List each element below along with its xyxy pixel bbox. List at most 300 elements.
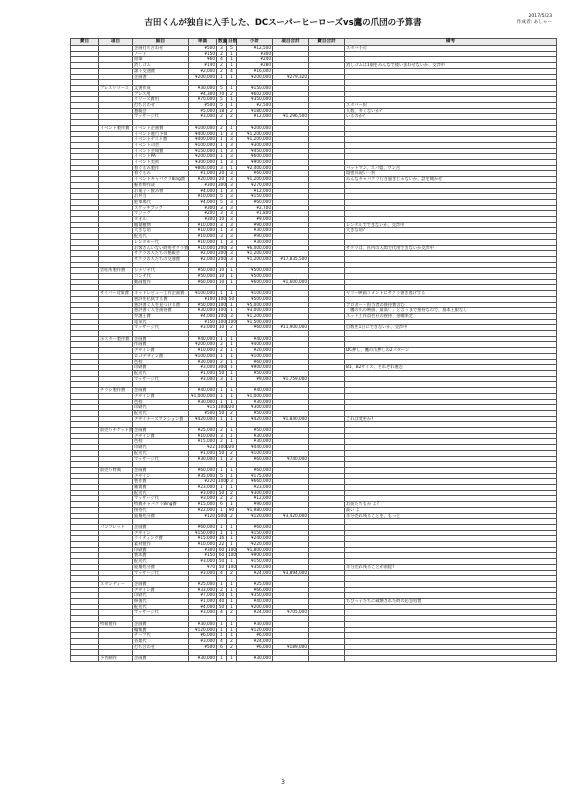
cell-detail: 特典キャバクラ8ing費 bbox=[133, 502, 189, 508]
cell-subtotal: ¥420,000 bbox=[237, 416, 273, 422]
cell-subtotal: ¥30,000 bbox=[237, 621, 273, 627]
cell-remarks: 半分売れ残ることを、もっと bbox=[345, 513, 557, 519]
cell-quantity: 50 bbox=[217, 450, 227, 456]
cell-days: 1 bbox=[227, 348, 237, 354]
cell-unit-price: ¥120,000 bbox=[189, 627, 217, 633]
cell-quantity: 1 bbox=[217, 393, 227, 399]
cell-days: 1 bbox=[227, 274, 237, 280]
cell-quantity: 6 bbox=[217, 502, 227, 508]
cell-unit-price: ¥500 bbox=[189, 103, 217, 109]
cell-days: 2 bbox=[227, 570, 237, 576]
cell-unit-price: ¥200,000 bbox=[189, 74, 217, 80]
cell-unit-price: ¥300 bbox=[189, 217, 217, 223]
cell-days: 2 bbox=[227, 114, 237, 120]
cell-detail: 懇親会 bbox=[133, 108, 189, 114]
cell-quantity: 40 bbox=[217, 599, 227, 605]
column-header-item-total: 項目合計 bbox=[273, 39, 309, 46]
cell-detail: デザイン bbox=[133, 473, 189, 479]
cell-unit-price: ¥35,000 bbox=[189, 473, 217, 479]
cell-unit-price: ¥3,000 bbox=[189, 490, 217, 496]
cell-detail: 音楽代 bbox=[133, 638, 189, 644]
cell-quantity: 3 bbox=[217, 205, 227, 211]
cell-subtotal: ¥60,000 bbox=[237, 467, 273, 473]
cell-detail: 配送代 bbox=[133, 490, 189, 496]
cell-item-total: ¥1,759,000 bbox=[273, 376, 309, 382]
cell-days: 3 bbox=[227, 142, 237, 148]
cell-days: 1 bbox=[227, 530, 237, 536]
cell-unit-price: ¥10,000 bbox=[189, 245, 217, 251]
cell-days: 1 bbox=[227, 268, 237, 274]
cell-quantity: 3 bbox=[217, 222, 227, 228]
cell-detail: ライティング費 bbox=[133, 536, 189, 542]
cell-unit-price: ¥6,000 bbox=[189, 633, 217, 639]
cell-subtotal: ¥300,000 bbox=[237, 490, 273, 496]
cell-item-total: ¥3,420,000 bbox=[273, 513, 309, 519]
cell-detail: マッサージ代 bbox=[133, 376, 189, 382]
cell-days: 3 bbox=[227, 194, 237, 200]
cell-item-total: ¥1,840,000 bbox=[273, 416, 309, 422]
cell-quantity: 10 bbox=[217, 268, 227, 274]
cell-detail: 企画費 bbox=[133, 621, 189, 627]
cell-unit-price: ¥100,000 bbox=[189, 125, 217, 131]
cell-subtotal: ¥220,000 bbox=[237, 542, 273, 548]
cell-quantity: 5 bbox=[217, 473, 227, 479]
cell-quantity: 1 bbox=[217, 228, 227, 234]
cell-unit-price: ¥22,000 bbox=[189, 507, 217, 513]
cell-days: 20 bbox=[227, 405, 237, 411]
cell-unit-price: ¥30,000 bbox=[189, 621, 217, 627]
cell-days: 100 bbox=[228, 552, 236, 558]
cell-days: 1 bbox=[227, 393, 237, 399]
cell-days: 1 bbox=[227, 336, 237, 342]
cell-quantity: 5 bbox=[217, 97, 227, 103]
column-header-unit-price: 単価 bbox=[189, 39, 217, 46]
cell-detail: レンタカー代 bbox=[133, 239, 189, 245]
cell-remarks: 目数を1日にできないか、交渉中 bbox=[345, 325, 557, 331]
cell-days: 1 bbox=[227, 63, 237, 69]
cell-unit-price: ¥150,000 bbox=[189, 530, 217, 536]
cell-days: 1 bbox=[227, 536, 237, 542]
cell-remarks: 「鷹の爪の映画、最高！」と言うまで接待なので、基本上限なし bbox=[345, 308, 557, 314]
cell-days: 1 bbox=[227, 388, 237, 394]
cell-quantity: 300 bbox=[218, 364, 226, 370]
cell-unit-price: ¥60,000 bbox=[189, 524, 217, 530]
cell-subtotal: ¥60,000 bbox=[237, 359, 273, 365]
cell-quantity: 50 bbox=[217, 564, 227, 570]
cell-quantity: 4 bbox=[217, 570, 227, 576]
cell-subtotal: ¥20,000 bbox=[237, 348, 273, 354]
cell-unit-price: ¥4,000 bbox=[189, 313, 217, 319]
cell-days: 3 bbox=[227, 148, 237, 154]
cell-days: 3 bbox=[227, 131, 237, 137]
cell-detail: プレス用 bbox=[133, 91, 189, 97]
cell-unit-price: ¥30,000 bbox=[189, 308, 217, 314]
cell-subtotal: ¥6,000 bbox=[237, 644, 273, 650]
cell-quantity: 1000 bbox=[218, 478, 229, 484]
cell-item: 雲吐所製作費 bbox=[99, 268, 133, 274]
cell-days: 3 bbox=[227, 160, 237, 166]
cell-detail: 電気代 bbox=[133, 319, 189, 325]
cell-remarks: バットマン、スパ姐、ワン吉 bbox=[345, 165, 557, 171]
cell-subtotal: ¥1,200,000 bbox=[237, 137, 273, 143]
cell-unit-price: ¥15,000 bbox=[189, 502, 217, 508]
cell-unit-price: ¥10,000 bbox=[189, 239, 217, 245]
cell-days: 1 bbox=[227, 125, 237, 131]
cell-quantity: 100 bbox=[218, 307, 226, 313]
cell-unit-price: ¥4,300 bbox=[189, 91, 217, 97]
cell-days: 1 bbox=[227, 627, 237, 633]
cell-unit-price: ¥500 bbox=[189, 410, 217, 416]
cell-detail: イベント企画費 bbox=[133, 125, 189, 131]
cell-item-total bbox=[273, 656, 309, 662]
cell-days: 1 bbox=[227, 593, 237, 599]
cell-quantity: 2 bbox=[217, 68, 227, 74]
cell-subtotal: ¥2,400,000 bbox=[237, 165, 273, 171]
cell-remarks: 消しゴムは1個をみんなで使いまわせないか、交渉中 bbox=[345, 63, 557, 69]
cell-detail: 配送代 bbox=[133, 604, 189, 610]
cell-unit-price: ¥400,000 bbox=[189, 137, 217, 143]
cell-days: 2 bbox=[227, 638, 237, 644]
cell-subtotal: ¥60,000 bbox=[237, 171, 273, 177]
cell-days: 1 bbox=[227, 542, 237, 548]
cell-item-total: ¥705,000 bbox=[273, 610, 309, 616]
cell-unit-price: ¥30,000 bbox=[189, 456, 217, 462]
cell-detail: 消しゴム bbox=[133, 63, 189, 69]
cell-quantity: 3 bbox=[217, 211, 227, 217]
cell-quantity: 5 bbox=[217, 199, 227, 205]
cell-detail: 打ち合わせ bbox=[133, 103, 189, 109]
cell-subtotal: ¥90,000 bbox=[237, 234, 273, 240]
cell-remarks: ちびっ子たちに破壊された時の応急処置 bbox=[345, 599, 557, 605]
cell-subtotal: ¥200,000 bbox=[237, 604, 273, 610]
cell-quantity: 1 bbox=[217, 137, 227, 143]
cell-days: 3 bbox=[227, 245, 237, 251]
cell-unit-price: ¥15 bbox=[189, 405, 217, 411]
column-header-remarks: 備考 bbox=[345, 39, 557, 46]
cell-subtotal: ¥600,000 bbox=[237, 154, 273, 160]
cell-unit-price: ¥420,000 bbox=[189, 416, 217, 422]
cell-unit-price: ¥40,000 bbox=[189, 336, 217, 342]
cell-detail: 配送代 bbox=[133, 450, 189, 456]
cell-subtotal: ¥9,000 bbox=[237, 376, 273, 382]
cell-detail: お客さんいない時用サクラ費 bbox=[134, 244, 189, 250]
cell-unit-price: ¥200 bbox=[189, 211, 217, 217]
cell-days: 1 bbox=[227, 581, 237, 587]
cell-unit-price: ¥150 bbox=[189, 553, 217, 559]
cell-quantity: 4 bbox=[217, 638, 227, 644]
cell-detail: 配送代 bbox=[133, 371, 189, 377]
cell-quantity: 500 bbox=[218, 512, 226, 518]
cell-quantity: 100 bbox=[218, 301, 226, 307]
cell-quantity: 3 bbox=[217, 433, 227, 439]
cell-detail: イベント司会 bbox=[133, 142, 189, 148]
cell-detail: マッサージ代 bbox=[133, 325, 189, 331]
cell-quantity: 1000 bbox=[218, 404, 229, 410]
cell-unit-price: ¥7,000 bbox=[189, 593, 217, 599]
cell-days: 1 bbox=[227, 399, 237, 405]
cell-subtotal: ¥500,000 bbox=[237, 274, 273, 280]
cell-detail: 企画費 bbox=[133, 524, 189, 530]
cell-item: 前売り特典 bbox=[99, 467, 133, 473]
cell-detail: 印刷費 bbox=[133, 547, 189, 553]
cell-detail: 着ぐるみ製作 bbox=[133, 165, 189, 171]
cell-detail: コンテ代 bbox=[133, 274, 189, 280]
cell-days: 1 bbox=[227, 365, 237, 371]
cell-days: 3 bbox=[227, 188, 237, 194]
cell-detail: 廃棄処分費 bbox=[133, 513, 189, 519]
column-header-category-total: 費目合計 bbox=[309, 39, 345, 46]
cell-days: 100 bbox=[228, 546, 236, 552]
cell-quantity: 1 bbox=[217, 131, 227, 137]
cell-detail: マッサージ代 bbox=[133, 114, 189, 120]
cell-unit-price: ¥30,000 bbox=[189, 656, 217, 662]
cell-subtotal: ¥24,000 bbox=[237, 638, 273, 644]
cell-days: 1 bbox=[227, 85, 237, 91]
cell-subtotal: ¥150,000 bbox=[237, 85, 273, 91]
cell-quantity: 2 bbox=[217, 348, 227, 354]
cell-quantity: 3 bbox=[217, 46, 227, 52]
cell-unit-price: ¥120 bbox=[189, 513, 217, 519]
cell-quantity: 16 bbox=[217, 536, 227, 542]
cell-unit-price: ¥4,000 bbox=[189, 188, 217, 194]
cell-quantity: 1 bbox=[217, 399, 227, 405]
cell-subtotal: ¥660,000 bbox=[237, 479, 273, 485]
cell-quantity: 2 bbox=[217, 125, 227, 131]
cell-quantity: 1 bbox=[217, 353, 227, 359]
cell-item: イベント製作費 bbox=[99, 125, 133, 131]
cell-days: 2 bbox=[227, 610, 237, 616]
cell-subtotal: ¥900,000 bbox=[237, 160, 273, 166]
cell-detail: サクラの人たちの懇親会 bbox=[133, 251, 189, 257]
cell-days: 3 bbox=[227, 222, 237, 228]
cell-quantity: 1 bbox=[217, 485, 227, 491]
cell-item-total: ¥1,296,500 bbox=[273, 114, 309, 120]
cell-quantity: 10 bbox=[217, 279, 227, 285]
cell-unit-price: ¥500 bbox=[189, 644, 217, 650]
cell-unit-price: ¥300 bbox=[189, 205, 217, 211]
cell-detail: 大きな扇 bbox=[133, 228, 189, 234]
cell-unit-price: ¥50,000 bbox=[189, 274, 217, 280]
cell-subtotal: ¥23,000 bbox=[237, 485, 273, 491]
cell-detail: タオル bbox=[133, 217, 189, 223]
cell-detail: 企画費 bbox=[133, 656, 189, 662]
cell-subtotal: ¥30,000 bbox=[237, 439, 273, 445]
cell-subtotal: ¥440,000 bbox=[237, 445, 273, 451]
cell-unit-price: ¥3,000 bbox=[189, 376, 217, 382]
cell-detail: 配送代 bbox=[133, 234, 189, 240]
column-header-cost-category: 費目 bbox=[71, 39, 99, 46]
cell-detail: 悪評書く人を見つける費 bbox=[133, 302, 189, 308]
cell-unit-price: ¥150,000 bbox=[189, 148, 217, 154]
cell-quantity: 100 bbox=[218, 312, 226, 318]
cell-detail: デザイン bbox=[133, 530, 189, 536]
cell-detail: 雑貨費 bbox=[133, 485, 189, 491]
cell-subtotal: ¥150,000 bbox=[237, 559, 273, 565]
cell-quantity: 50 bbox=[217, 604, 227, 610]
cell-days: 3 bbox=[227, 251, 237, 257]
cell-subtotal: ¥3,000,000 bbox=[237, 308, 273, 314]
cell-detail: 企画費 bbox=[133, 388, 189, 394]
cell-unit-price: ¥30,000 bbox=[189, 359, 217, 365]
cell-days: 1 bbox=[227, 103, 237, 109]
cell-unit-price: ¥150 bbox=[189, 51, 217, 57]
cell-subtotal: ¥1,200,000 bbox=[237, 256, 273, 262]
cell-remarks: レンタルでできないか、交渉中 bbox=[345, 222, 557, 228]
cell-quantity: 60 bbox=[217, 547, 227, 553]
cell-cost-category bbox=[71, 656, 99, 662]
cell-detail: 修復代 bbox=[133, 599, 189, 605]
cell-quantity: 10 bbox=[217, 217, 227, 223]
cell-detail: イベント進行予算 bbox=[133, 131, 189, 137]
cell-detail: 企画費 bbox=[133, 467, 189, 473]
cell-quantity: 2 bbox=[217, 63, 227, 69]
cell-quantity: 3 bbox=[217, 165, 227, 171]
cell-subtotal: ¥12,000 bbox=[237, 496, 273, 502]
cell-quantity: 4 bbox=[217, 610, 227, 616]
table-row bbox=[71, 656, 557, 662]
cell-subtotal: ¥30,000 bbox=[237, 399, 273, 405]
cell-subtotal: ¥1,800,000 bbox=[237, 547, 273, 553]
cell-quantity: 18 bbox=[217, 108, 227, 114]
cell-detail: テープ代 bbox=[133, 633, 189, 639]
cell-days: 1 bbox=[227, 302, 237, 308]
cell-remarks: B1、B2サイズ、それぞれ進む bbox=[345, 365, 557, 371]
cell-unit-price: ¥1,000 bbox=[189, 450, 217, 456]
cell-remarks: みんなキャバクラ行き過ぎじゃないか、話を聞かせ bbox=[345, 177, 557, 183]
cell-days: 1 bbox=[227, 433, 237, 439]
cell-subtotal: ¥30,000 bbox=[237, 656, 273, 662]
cell-detail: マッサージ代 bbox=[133, 456, 189, 462]
cell-detail: 駐車場代 bbox=[133, 199, 189, 205]
cell-subtotal: ¥180,000 bbox=[237, 108, 273, 114]
cell-unit-price: ¥300 bbox=[189, 182, 217, 188]
cell-days: 3 bbox=[227, 313, 237, 319]
cell-subtotal: ¥450,000 bbox=[237, 148, 273, 154]
cell-days: 3 bbox=[227, 137, 237, 143]
cell-quantity: 3 bbox=[217, 376, 227, 382]
cell-detail: 色校 bbox=[133, 439, 189, 445]
cell-detail: 印刷代 bbox=[133, 593, 189, 599]
cell-subtotal: ¥600,000 bbox=[237, 279, 273, 285]
cell-days: 3 bbox=[227, 217, 237, 223]
cell-unit-price: ¥2,000 bbox=[189, 256, 217, 262]
cell-unit-price: ¥23,000 bbox=[189, 485, 217, 491]
cell-quantity: 70 bbox=[217, 91, 227, 97]
cell-item: パンフレット bbox=[99, 524, 133, 530]
cell-detail: 配送代 bbox=[133, 410, 189, 416]
cell-unit-price: ¥500 bbox=[189, 46, 217, 52]
cell-unit-price: ¥10,000 bbox=[189, 194, 217, 200]
cell-unit-price: ¥70,000 bbox=[189, 97, 217, 103]
cell-quantity: 2 bbox=[217, 114, 227, 120]
cell-quantity: 60 bbox=[217, 553, 227, 559]
cell-subtotal: ¥100,000 bbox=[237, 450, 273, 456]
cell-item: 前売りチケット費 bbox=[100, 427, 134, 432]
cell-detail: ネットレビュー工作企画費 bbox=[133, 291, 189, 297]
cell-days: 5 bbox=[227, 46, 237, 52]
cell-days: 1 bbox=[227, 342, 237, 348]
cell-unit-price: ¥10,000 bbox=[189, 433, 217, 439]
cell-quantity: 20 bbox=[217, 171, 227, 177]
cell-quantity: 200 bbox=[218, 250, 226, 256]
cell-subtotal: ¥400,000 bbox=[237, 342, 273, 348]
cell-unit-price: ¥60 bbox=[189, 57, 217, 63]
cell-item: ポスター製作費 bbox=[99, 336, 133, 342]
cell-item-total: ¥3,894,000 bbox=[273, 570, 309, 576]
cell-days: 2 bbox=[227, 108, 237, 114]
cell-detail: 悪評を払拭する費 bbox=[133, 296, 189, 302]
cell-subtotal: ¥1,500,000 bbox=[237, 319, 273, 325]
column-header-item: 項目 bbox=[99, 39, 133, 46]
cell-remarks: お前たちもか よ? bbox=[345, 502, 557, 508]
cell-subtotal: ¥270,000 bbox=[237, 182, 273, 188]
cell-quantity: 22 bbox=[217, 542, 227, 548]
cell-subtotal: ¥30,000 bbox=[237, 433, 273, 439]
cell-days: 1 bbox=[227, 291, 237, 297]
cell-detail: リリース費用 bbox=[133, 97, 189, 103]
cell-detail: デザイン費 bbox=[133, 587, 189, 593]
cell-subtotal: ¥350,000 bbox=[237, 593, 273, 599]
cell-unit-price: ¥220 bbox=[189, 479, 217, 485]
cell-detail: 接待代 bbox=[133, 507, 189, 513]
cell-detail: マッサージ代 bbox=[133, 570, 189, 576]
budget-sheet bbox=[70, 38, 556, 662]
cell-quantity: 1 bbox=[217, 74, 227, 80]
cell-detail: 色校 bbox=[133, 399, 189, 405]
cell-unit-price: ¥100,000 bbox=[189, 291, 217, 297]
cell-unit-price: ¥10,000 bbox=[189, 234, 217, 240]
cell-quantity: 1 bbox=[217, 154, 227, 160]
cell-remarks: 大きな扇? bbox=[345, 228, 557, 234]
cell-remarks: 高い よ bbox=[345, 507, 557, 513]
cell-days: 1 bbox=[227, 485, 237, 491]
cell-unit-price: ¥25,000 bbox=[189, 428, 217, 434]
cell-unit-price: ¥10,000 bbox=[189, 542, 217, 548]
cell-detail: デザイン費 bbox=[133, 393, 189, 399]
cell-quantity: 10 bbox=[217, 325, 227, 331]
cell-subtotal: ¥1,000,000 bbox=[237, 393, 273, 399]
cell-unit-price: ¥33,000 bbox=[189, 587, 217, 593]
cell-detail: デザイン費 bbox=[133, 348, 189, 354]
cell-unit-price: ¥30,000 bbox=[189, 85, 217, 91]
cell-subtotal: ¥500,000 bbox=[237, 268, 273, 274]
cell-unit-price: ¥50,000 bbox=[189, 302, 217, 308]
table-body bbox=[71, 46, 557, 662]
cell-days: 90 bbox=[227, 507, 237, 513]
cell-subtotal: ¥50,000 bbox=[237, 371, 273, 377]
cell-days: 20 bbox=[227, 445, 237, 451]
cell-subtotal: ¥280 bbox=[237, 63, 273, 69]
cell-unit-price: ¥3,000 bbox=[189, 570, 217, 576]
cell-subtotal: ¥12,000 bbox=[237, 114, 273, 120]
cell-quantity: 1 bbox=[217, 627, 227, 633]
cell-unit-price: ¥200,000 bbox=[189, 154, 217, 160]
cell-subtotal: ¥40,000 bbox=[237, 599, 273, 605]
cell-remarks: ネット工作員会社の接待、金曜来定 bbox=[345, 313, 557, 319]
cell-unit-price: ¥300 bbox=[189, 547, 217, 553]
cell-item: プレスリリース bbox=[99, 85, 133, 91]
cell-unit-price: ¥300,000 bbox=[189, 160, 217, 166]
cell-days: 2 bbox=[227, 644, 237, 650]
cell-detail: 文書作成 bbox=[133, 85, 189, 91]
column-header-detail: 細目 bbox=[133, 39, 189, 46]
cell-days: 3 bbox=[227, 171, 237, 177]
cell-subtotal: ¥24,000 bbox=[237, 570, 273, 576]
cell-subtotal: ¥90,000 bbox=[237, 222, 273, 228]
cell-unit-price: ¥70 bbox=[189, 564, 217, 570]
cell-detail: 廃棄処分費 bbox=[133, 564, 189, 570]
cell-subtotal: ¥12,000 bbox=[237, 188, 273, 194]
